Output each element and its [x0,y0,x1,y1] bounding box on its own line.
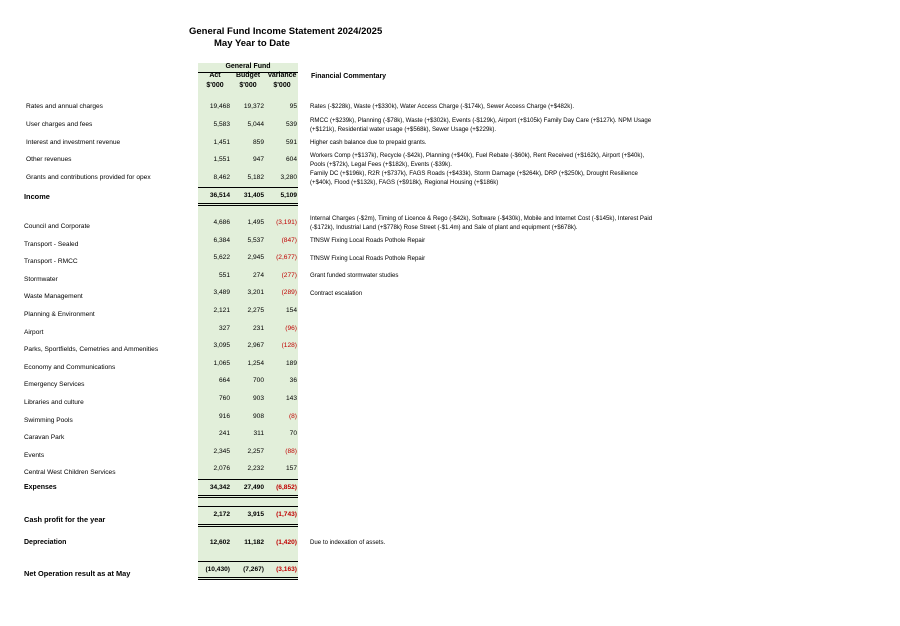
row-label: Libraries and culture [24,399,84,406]
act-value: 19,468 [209,103,230,110]
row-label: Rates and annual charges [26,103,103,110]
expenses-total-rule [198,495,298,498]
variance-value: (847) [281,237,297,244]
act-value: (10,430) [205,566,230,573]
commentary-text: TfNSW Fixing Local Roads Pothole Repair [310,255,426,262]
variance-unit: $'000 [273,82,291,89]
budget-value: 311 [253,430,264,437]
commentary-text: Grant funded stormwater studies [310,272,399,279]
row-label: Net Operation result as at May [24,569,131,578]
act-value: 1,551 [213,156,230,163]
variance-value: (289) [281,289,297,296]
budget-value: 5,182 [247,174,264,181]
row-label: Interest and investment revenue [26,139,121,146]
variance-value: (277) [281,272,297,279]
budget-value: 1,495 [247,219,264,226]
variance-value: 189 [285,360,297,367]
budget-header: Budget [235,72,261,79]
cash-top-rule [198,506,298,507]
variance-value: 157 [285,465,297,472]
variance-header: Variance [267,72,297,79]
act-value: 916 [218,413,230,420]
row-label: Central West Children Services [24,469,116,476]
report-subtitle: May Year to Date [214,38,290,49]
budget-value: 2,275 [247,307,264,314]
act-value: 8,462 [213,174,230,181]
variance-value: 539 [285,121,297,128]
budget-value: 947 [252,156,264,163]
act-value: 2,172 [213,511,230,518]
row-label: Transport - Sealed [24,241,79,248]
row-label: Waste Management [24,293,83,300]
variance-value: (8) [288,413,297,420]
act-value: 5,622 [213,254,230,261]
net-top-rule [198,561,298,562]
row-label: Cash profit for the year [24,515,106,524]
budget-value: 5,044 [247,121,264,128]
commentary-text: Due to indexation of assets. [310,539,386,546]
commentary-text: Rates (-$228k), Waste (+$330k), Water Access Charge (-$174k), Sewer Access Charge (+$482k). [310,103,575,110]
act-value: 760 [218,395,230,402]
row-label: Parks, Sportfields, Cemetries and Ammenities [24,346,159,353]
variance-value: 36 [289,377,297,384]
variance-value: 143 [285,395,297,402]
budget-value: 2,967 [247,342,264,349]
row-label: Stormwater [24,276,58,283]
variance-value: 3,280 [280,174,297,181]
budget-value: 859 [252,139,264,146]
act-value: 664 [218,377,230,384]
commentary-text: Workers Comp (+$137k), Recycle (-$42k), Planning (+$40k), Fuel Rebate (-$60k), Rent Received (+$162k), Airport (+$40k), Pools (+$72k), Legal Fees (+$182k), Events (-$39k). [310,152,645,168]
act-value: 6,384 [213,237,230,244]
variance-value: 154 [285,307,297,314]
commentary-text: Internal Charges (-$2m), Timing of Licence & Rego (-$42k), Software (-$430k), Mobile and Internet Cost (-$145k), Interest Paid (-$172k), Industrial Land (+$778k) Rose Street (-$1.4m) and Sale of plant and equipment (+$678k). [310,215,653,231]
budget-value: 2,945 [247,254,264,261]
act-value: 5,583 [213,121,230,128]
row-label: Events [24,452,45,459]
variance-value: 70 [289,430,297,437]
budget-value: 31,405 [243,192,264,199]
row-label: Caravan Park [24,434,65,441]
variance-value: (3,191) [276,219,297,226]
commentary-text: RMCC (+$239k), Planning (-$78k), Waste (+$302k), Events (-$129k), Airport (+$105k) Family Day Care (+$127k). NPM Usage (+$121k), Residential water usage (+$568k), Sewer Usage (+$229k). [310,117,652,133]
variance-value: 95 [289,103,297,110]
act-value: 34,342 [209,484,230,491]
row-label: Airport [24,329,44,336]
budget-value: 903 [252,395,264,402]
budget-value: 274 [252,272,264,279]
row-label: Transport - RMCC [24,258,78,265]
act-unit: $'000 [206,82,224,89]
act-header: Act [209,72,221,79]
budget-value: 1,254 [247,360,264,367]
commentary-header: Financial Commentary [311,73,387,80]
act-value: 2,345 [213,448,230,455]
commentary-text: Contract escalation [310,290,363,297]
row-label: Expenses [24,484,57,491]
variance-value: (88) [285,448,297,455]
row-label: Economy and Communications [24,364,116,371]
row-label: Planning & Environment [24,311,95,318]
budget-value: (7,267) [243,566,264,573]
commentary-text: TfNSW Fixing Local Roads Pothole Repair [310,237,426,244]
variance-value: (3,163) [276,566,297,573]
budget-value: 231 [252,325,264,332]
budget-value: 27,490 [243,484,264,491]
budget-value: 908 [252,413,264,420]
act-value: 551 [218,272,230,279]
general-fund-header: General Fund [225,63,271,70]
budget-value: 2,232 [247,465,264,472]
act-value: 2,121 [213,307,230,314]
act-value: 12,602 [209,539,230,546]
variance-value: (2,677) [276,254,297,261]
expenses-top-rule [198,479,298,480]
row-label: Other revenues [26,156,72,163]
variance-value: (96) [285,325,297,332]
budget-value: 2,257 [247,448,264,455]
act-value: 3,095 [213,342,230,349]
variance-value: 5,109 [280,192,297,199]
act-value: 241 [218,430,230,437]
variance-value: (1,420) [276,539,297,546]
report-title: General Fund Income Statement 2024/2025 [189,26,383,37]
row-label: Income [24,192,50,201]
commentary-text: Family DC (+$196k), R2R (+$737k), FAGS Roads (+$433k), Storm Damage (+$264k), DRP (+$250k), Drought Resilience (+$40k), Flood (+$132k), FAGS (+$918k), Regional Housing (+$186k) [310,170,638,186]
act-value: 3,489 [213,289,230,296]
income-top-rule [198,187,298,188]
budget-value: 700 [252,377,264,384]
act-value: 1,451 [213,139,230,146]
income-total-rule [198,203,298,206]
net-bottom-rule [198,577,298,580]
row-label: Depreciation [24,539,67,546]
budget-value: 11,182 [244,539,264,546]
act-value: 36,514 [209,192,230,199]
act-value: 327 [218,325,230,332]
cash-bottom-rule [198,524,298,527]
commentary-text: Higher cash balance due to prepaid grants. [310,139,427,146]
budget-unit: $'000 [239,82,257,89]
act-value: 1,065 [213,360,230,367]
row-label: User charges and fees [26,121,93,128]
row-label: Emergency Services [24,381,85,388]
budget-value: 3,915 [247,511,264,518]
budget-value: 3,201 [247,289,264,296]
variance-value: 604 [285,156,297,163]
row-label: Swimming Pools [24,417,73,424]
row-label: Council and Corporate [24,223,90,230]
variance-value: (1,743) [276,511,297,518]
budget-value: 5,537 [247,237,264,244]
row-label: Grants and contributions provided for opex [26,174,151,181]
act-value: 4,686 [213,219,230,226]
variance-value: (128) [281,342,297,349]
budget-value: 19,372 [243,103,264,110]
variance-value: 591 [285,139,297,146]
act-value: 2,076 [213,465,230,472]
variance-value: (6,852) [276,484,297,491]
